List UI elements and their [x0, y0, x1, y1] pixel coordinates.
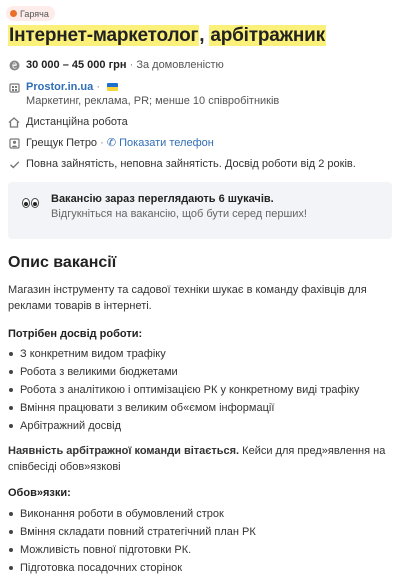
page-title — [8, 24, 326, 48]
title-comma: , — [199, 25, 210, 46]
list-item: Робота з великими бюджетами — [8, 364, 359, 382]
team-paragraph — [8, 443, 394, 475]
title-part-2: арбітражник — [210, 25, 325, 46]
hot-badge — [6, 6, 55, 21]
description-heading: Опис вакансії — [8, 254, 117, 271]
company-row — [8, 80, 279, 108]
phone-icon: ✆ — [106, 137, 117, 149]
description-intro: Магазин інструменту та садової техніки шукає в команду фахівців для реклами товарів в інтернеті. — [8, 284, 367, 312]
svg-text:₴: ₴ — [11, 60, 17, 70]
eyes-icon — [22, 198, 39, 239]
company-icon — [8, 80, 20, 94]
person-icon — [8, 136, 20, 150]
show-phone-label: Показати телефон — [119, 137, 214, 149]
work-format: Дистанційна робота — [26, 116, 128, 128]
title-part-1: Інтернет-маркетолог — [9, 25, 199, 46]
contact-name: Грещук Петро — [26, 137, 98, 149]
experience-list — [8, 346, 359, 436]
experience-heading: Потрібен досвід роботи: — [8, 328, 143, 340]
check-icon — [8, 157, 20, 171]
duties-list — [8, 506, 256, 578]
duties-heading: Обов»язки: — [8, 487, 71, 499]
company-details: Маркетинг, реклама, PR; менше 10 співробітників — [26, 95, 280, 107]
salary-row — [8, 58, 224, 72]
home-icon — [8, 115, 20, 129]
company-name-link[interactable]: Prostor.in.ua — [26, 81, 94, 93]
requirements-text: Повна зайнятість, неповна зайнятість. Досвід роботи від 2 років. — [26, 158, 356, 170]
ukraine-flag-icon — [107, 83, 118, 91]
company-separator: · — [96, 81, 100, 93]
list-item: Арбітражний досвід — [8, 418, 359, 436]
notice-title: Вакансію зараз переглядають 6 шукачів. — [51, 193, 274, 205]
team-rest-text: Кейси для пред»явлення на співбесіді обов»язкові — [8, 445, 386, 473]
requirements-row — [8, 157, 356, 171]
list-item: Можливість повної підготовки РК. — [8, 542, 256, 560]
list-item: Вміння складати повний стратегічний план РК — [8, 524, 256, 542]
work-format-row — [8, 115, 128, 129]
hot-badge-label: Гаряча — [20, 8, 49, 19]
notice-subtitle: Відгукніться на вакансію, щоб бути серед перших! — [51, 208, 307, 220]
list-item: З конкретним видом трафіку — [8, 346, 359, 364]
salary-note: За домовленістю — [136, 59, 224, 71]
list-item: Підготовка посадочних сторінок — [8, 560, 256, 578]
salary-icon — [8, 58, 20, 72]
fire-icon — [10, 10, 17, 17]
salary-amount: 30 000 – 45 000 грн — [26, 59, 127, 71]
team-bold-text: Наявність арбітражної команди вітається. — [8, 445, 240, 457]
viewers-notice — [8, 182, 392, 239]
salary-separator: · — [129, 59, 134, 71]
list-item: Виконання роботи в обумовлений строк — [8, 506, 256, 524]
show-phone-link[interactable] — [107, 137, 214, 149]
contact-separator: · — [100, 137, 104, 149]
list-item: Робота з аналітикою і оптимізацією РК у конкретному виді трафіку — [8, 382, 359, 400]
contact-row — [8, 136, 214, 150]
list-item: Вміння працювати з великим об«ємом інформації — [8, 400, 359, 418]
